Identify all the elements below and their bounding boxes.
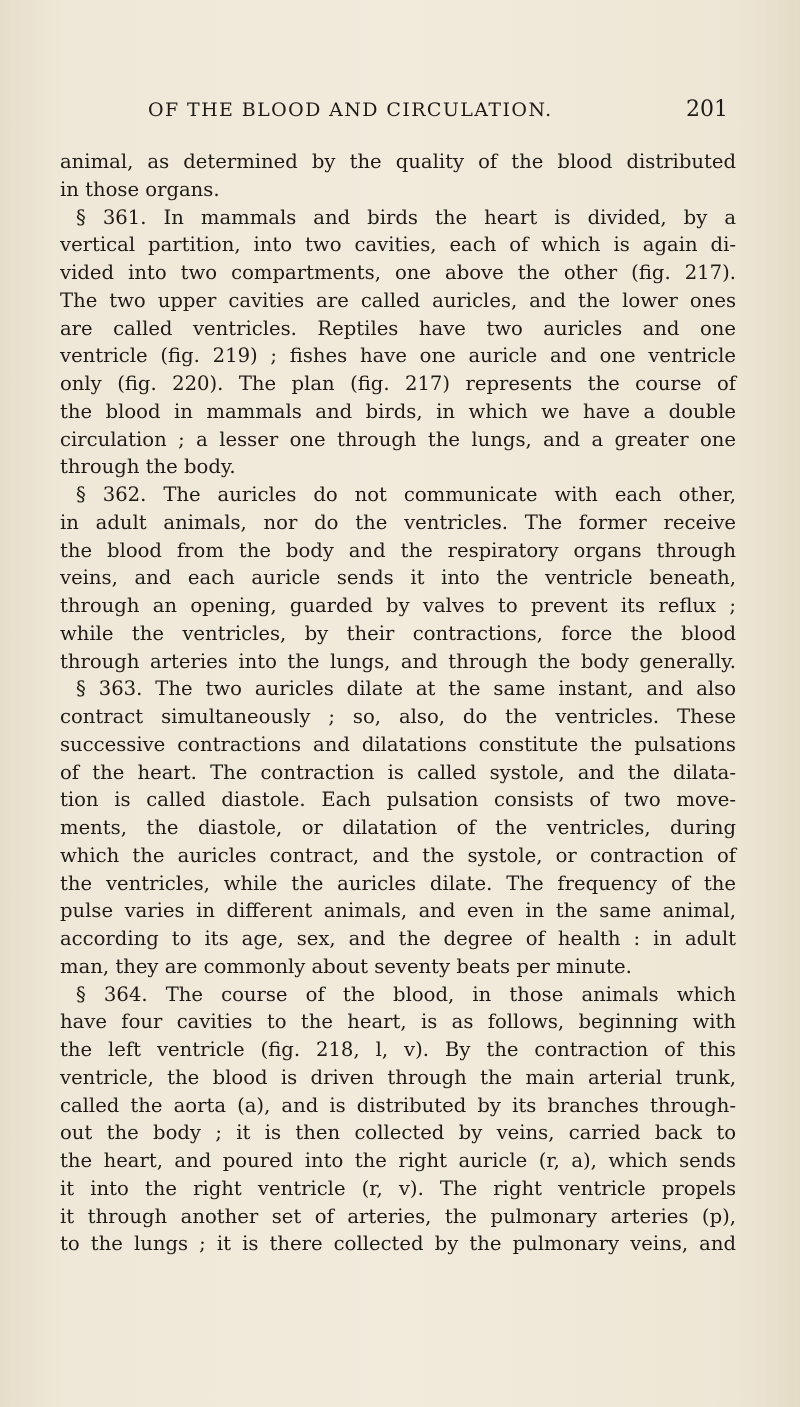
running-head: OF THE BLOOD AND CIRCULATION.	[148, 99, 553, 121]
text-line: § 364. The course of the blood, in those animals which	[76, 982, 736, 1006]
text-line: out the body ; it is then collected by veins, carried back to	[60, 1121, 736, 1145]
text-line: it into the right ventricle (r, v). The right ventricle propels	[60, 1176, 736, 1200]
text-line: called the aorta (a), and is distributed by its branches through-	[60, 1093, 736, 1117]
text-line: the blood from the body and the respiratory organs through	[60, 538, 736, 562]
text-line: only (fig. 220). The plan (fig. 217) represents the course of	[60, 372, 736, 395]
text-line: man, they are commonly about seventy beats per minute.	[60, 954, 632, 978]
text-line: The two upper cavities are called auricles, and the lower ones	[60, 288, 736, 312]
text-line: the heart, and poured into the right auricle (r, a), which sends	[60, 1149, 736, 1172]
text-line: animal, as determined by the quality of the blood distributed	[60, 150, 736, 173]
text-line: § 361. In mammals and birds the heart is divided, by a	[76, 205, 736, 229]
text-line: have four cavities to the heart, is as follows, beginning with	[60, 1010, 736, 1034]
page-header	[60, 97, 728, 127]
text-line: veins, and each auricle sends it into the ventricle beneath,	[60, 566, 736, 590]
text-line: vided into two compartments, one above the other (fig. 217).	[60, 261, 736, 284]
text-line: in adult animals, nor do the ventricles. The former receive	[60, 510, 736, 534]
text-line: of the heart. The contraction is called systole, and the dilata-	[60, 760, 736, 784]
text-line: through the body.	[60, 455, 236, 479]
text-line: which the auricles contract, and the systole, or contraction of	[60, 843, 736, 867]
page-number: 201	[686, 97, 728, 122]
text-line: pulse varies in different animals, and even in the same animal,	[60, 899, 736, 923]
text-line: while the ventricles, by their contractions, force the blood	[60, 621, 736, 645]
text-line: the blood in mammals and birds, in which we have a double	[60, 399, 736, 423]
text-line: the ventricles, while the auricles dilate. The frequency of the	[60, 871, 736, 895]
text-line: § 362. The auricles do not communicate with each other,	[76, 483, 736, 506]
text-line: tion is called diastole. Each pulsation consists of two move-	[60, 788, 736, 812]
text-line: the left ventricle (fig. 218, l, v). By the contraction of this	[60, 1038, 736, 1061]
text-line: successive contractions and dilatations constitute the pulsations	[60, 732, 736, 756]
text-line: ventricle, the blood is driven through the main arterial trunk,	[60, 1065, 736, 1089]
text-line: in those organs.	[60, 177, 220, 201]
body-text	[60, 148, 736, 1258]
text-line: according to its age, sex, and the degree of health : in adult	[60, 927, 736, 950]
text-line: through arteries into the lungs, and through the body generally.	[60, 649, 736, 673]
text-line: ments, the diastole, or dilatation of the ventricles, during	[60, 816, 736, 839]
text-line: vertical partition, into two cavities, each of which is again di-	[60, 233, 736, 257]
text-line: contract simultaneously ; so, also, do the ventricles. These	[60, 705, 736, 728]
text-line: to the lungs ; it is there collected by the pulmonary veins, and	[60, 1232, 736, 1256]
text-line: it through another set of arteries, the pulmonary arteries (p),	[60, 1204, 736, 1228]
text-line: through an opening, guarded by valves to prevent its reflux ;	[60, 594, 736, 617]
text-line: circulation ; a lesser one through the lungs, and a greater one	[60, 427, 736, 451]
text-line: § 363. The two auricles dilate at the same instant, and also	[76, 677, 736, 701]
text-line: ventricle (fig. 219) ; fishes have one auricle and one ventricle	[60, 344, 736, 368]
text-line: are called ventricles. Reptiles have two auricles and one	[60, 316, 736, 340]
